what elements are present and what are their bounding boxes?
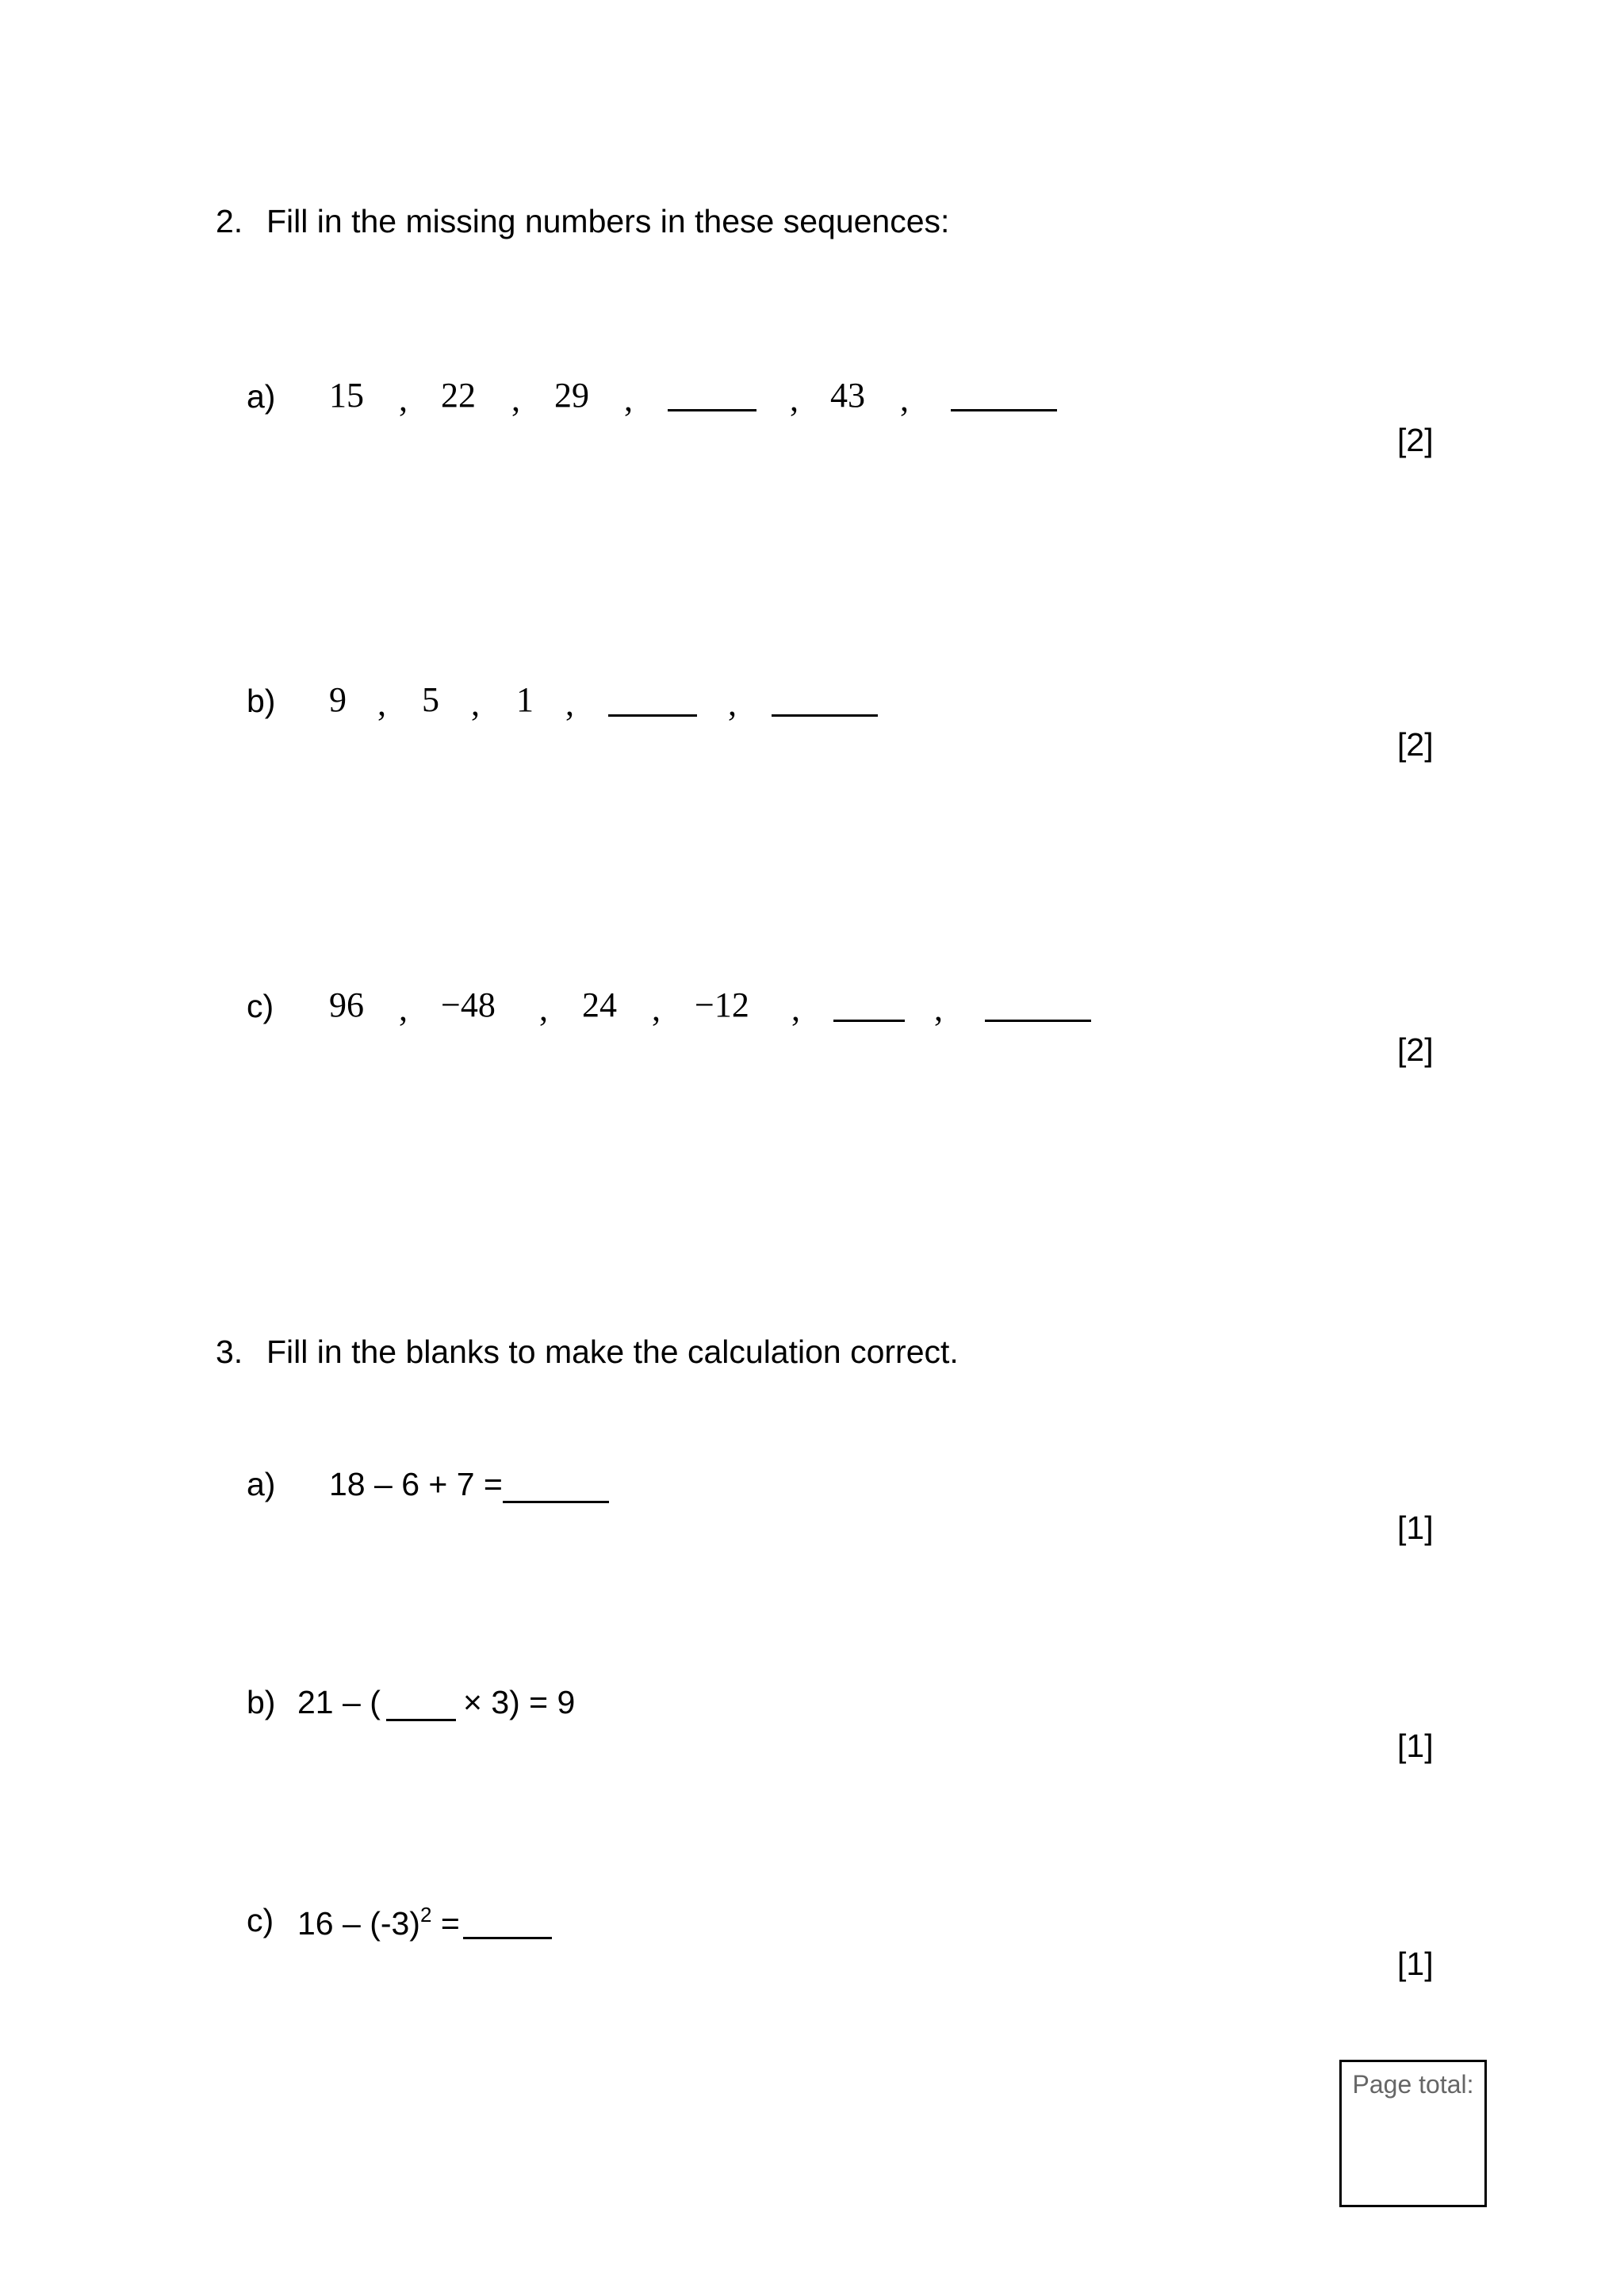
sequence-term: 96 [329,985,364,1024]
answer-blank[interactable] [833,1020,905,1022]
question-3b-expression-start: 21 – ( [297,1684,381,1720]
sequence-term: 29 [554,376,589,415]
sequence-term: 43 [830,376,865,415]
question-3a-label: a) [247,1466,276,1502]
question-3b-expression-end: × 3) = 9 [463,1684,576,1720]
answer-blank[interactable] [951,409,1057,411]
page-total-label: Page total: [1352,2070,1474,2099]
question-2a-marks: [2] [1397,422,1434,458]
question-3c-exponent: 2 [419,1903,432,1927]
question-2c-marks: [2] [1397,1031,1434,1068]
sequence-term: 5 [422,680,439,719]
answer-blank[interactable] [503,1501,609,1503]
sequence-separator: , [399,380,408,419]
answer-blank[interactable] [985,1020,1091,1022]
question-2-number: 2. [216,203,243,239]
sequence-term: 1 [516,680,534,719]
question-3c-marks: [1] [1397,1946,1434,1982]
sequence-separator: , [471,684,480,723]
question-2b-marks: [2] [1397,726,1434,763]
sequence-term: −12 [695,985,749,1024]
sequence-separator: , [900,380,909,419]
sequence-term: 15 [329,376,364,415]
question-3c-expression [297,1904,460,1940]
sequence-separator: , [791,989,800,1028]
sequence-term: 22 [441,376,476,415]
question-3c-label: c) [247,1902,274,1938]
sequence-separator: , [728,684,737,723]
question-3a-expression: 18 – 6 + 7 = [329,1466,503,1502]
sequence-separator: , [565,684,574,723]
question-2-text: Fill in the missing numbers in these sequences: [266,203,950,239]
question-3b-label: b) [247,1684,276,1720]
question-3a-marks: [1] [1397,1510,1434,1546]
question-3c-expression-base: 16 – (-3) [297,1905,420,1942]
sequence-separator: , [377,684,386,723]
sequence-separator: , [934,989,943,1028]
sequence-separator: , [790,380,799,419]
sequence-term: −48 [441,985,496,1024]
sequence-term: 9 [329,680,347,719]
question-2c-label: c) [247,988,274,1024]
sequence-separator: , [511,380,520,419]
sequence-separator: , [624,380,633,419]
question-3b-marks: [1] [1397,1728,1434,1764]
answer-blank[interactable] [608,714,697,717]
question-2a-label: a) [247,378,276,415]
sequence-term: 24 [582,985,617,1024]
question-2b-label: b) [247,683,276,719]
question-3-number: 3. [216,1334,243,1370]
page-total-box[interactable] [1339,2060,1487,2207]
answer-blank[interactable] [772,714,878,717]
answer-blank[interactable] [386,1719,456,1721]
sequence-separator: , [399,989,408,1028]
sequence-separator: , [652,989,661,1028]
question-3c-equals: = [431,1905,460,1942]
question-3-text: Fill in the blanks to make the calculation correct. [266,1334,959,1370]
answer-blank[interactable] [463,1937,552,1939]
sequence-separator: , [539,989,548,1028]
answer-blank[interactable] [668,409,756,411]
